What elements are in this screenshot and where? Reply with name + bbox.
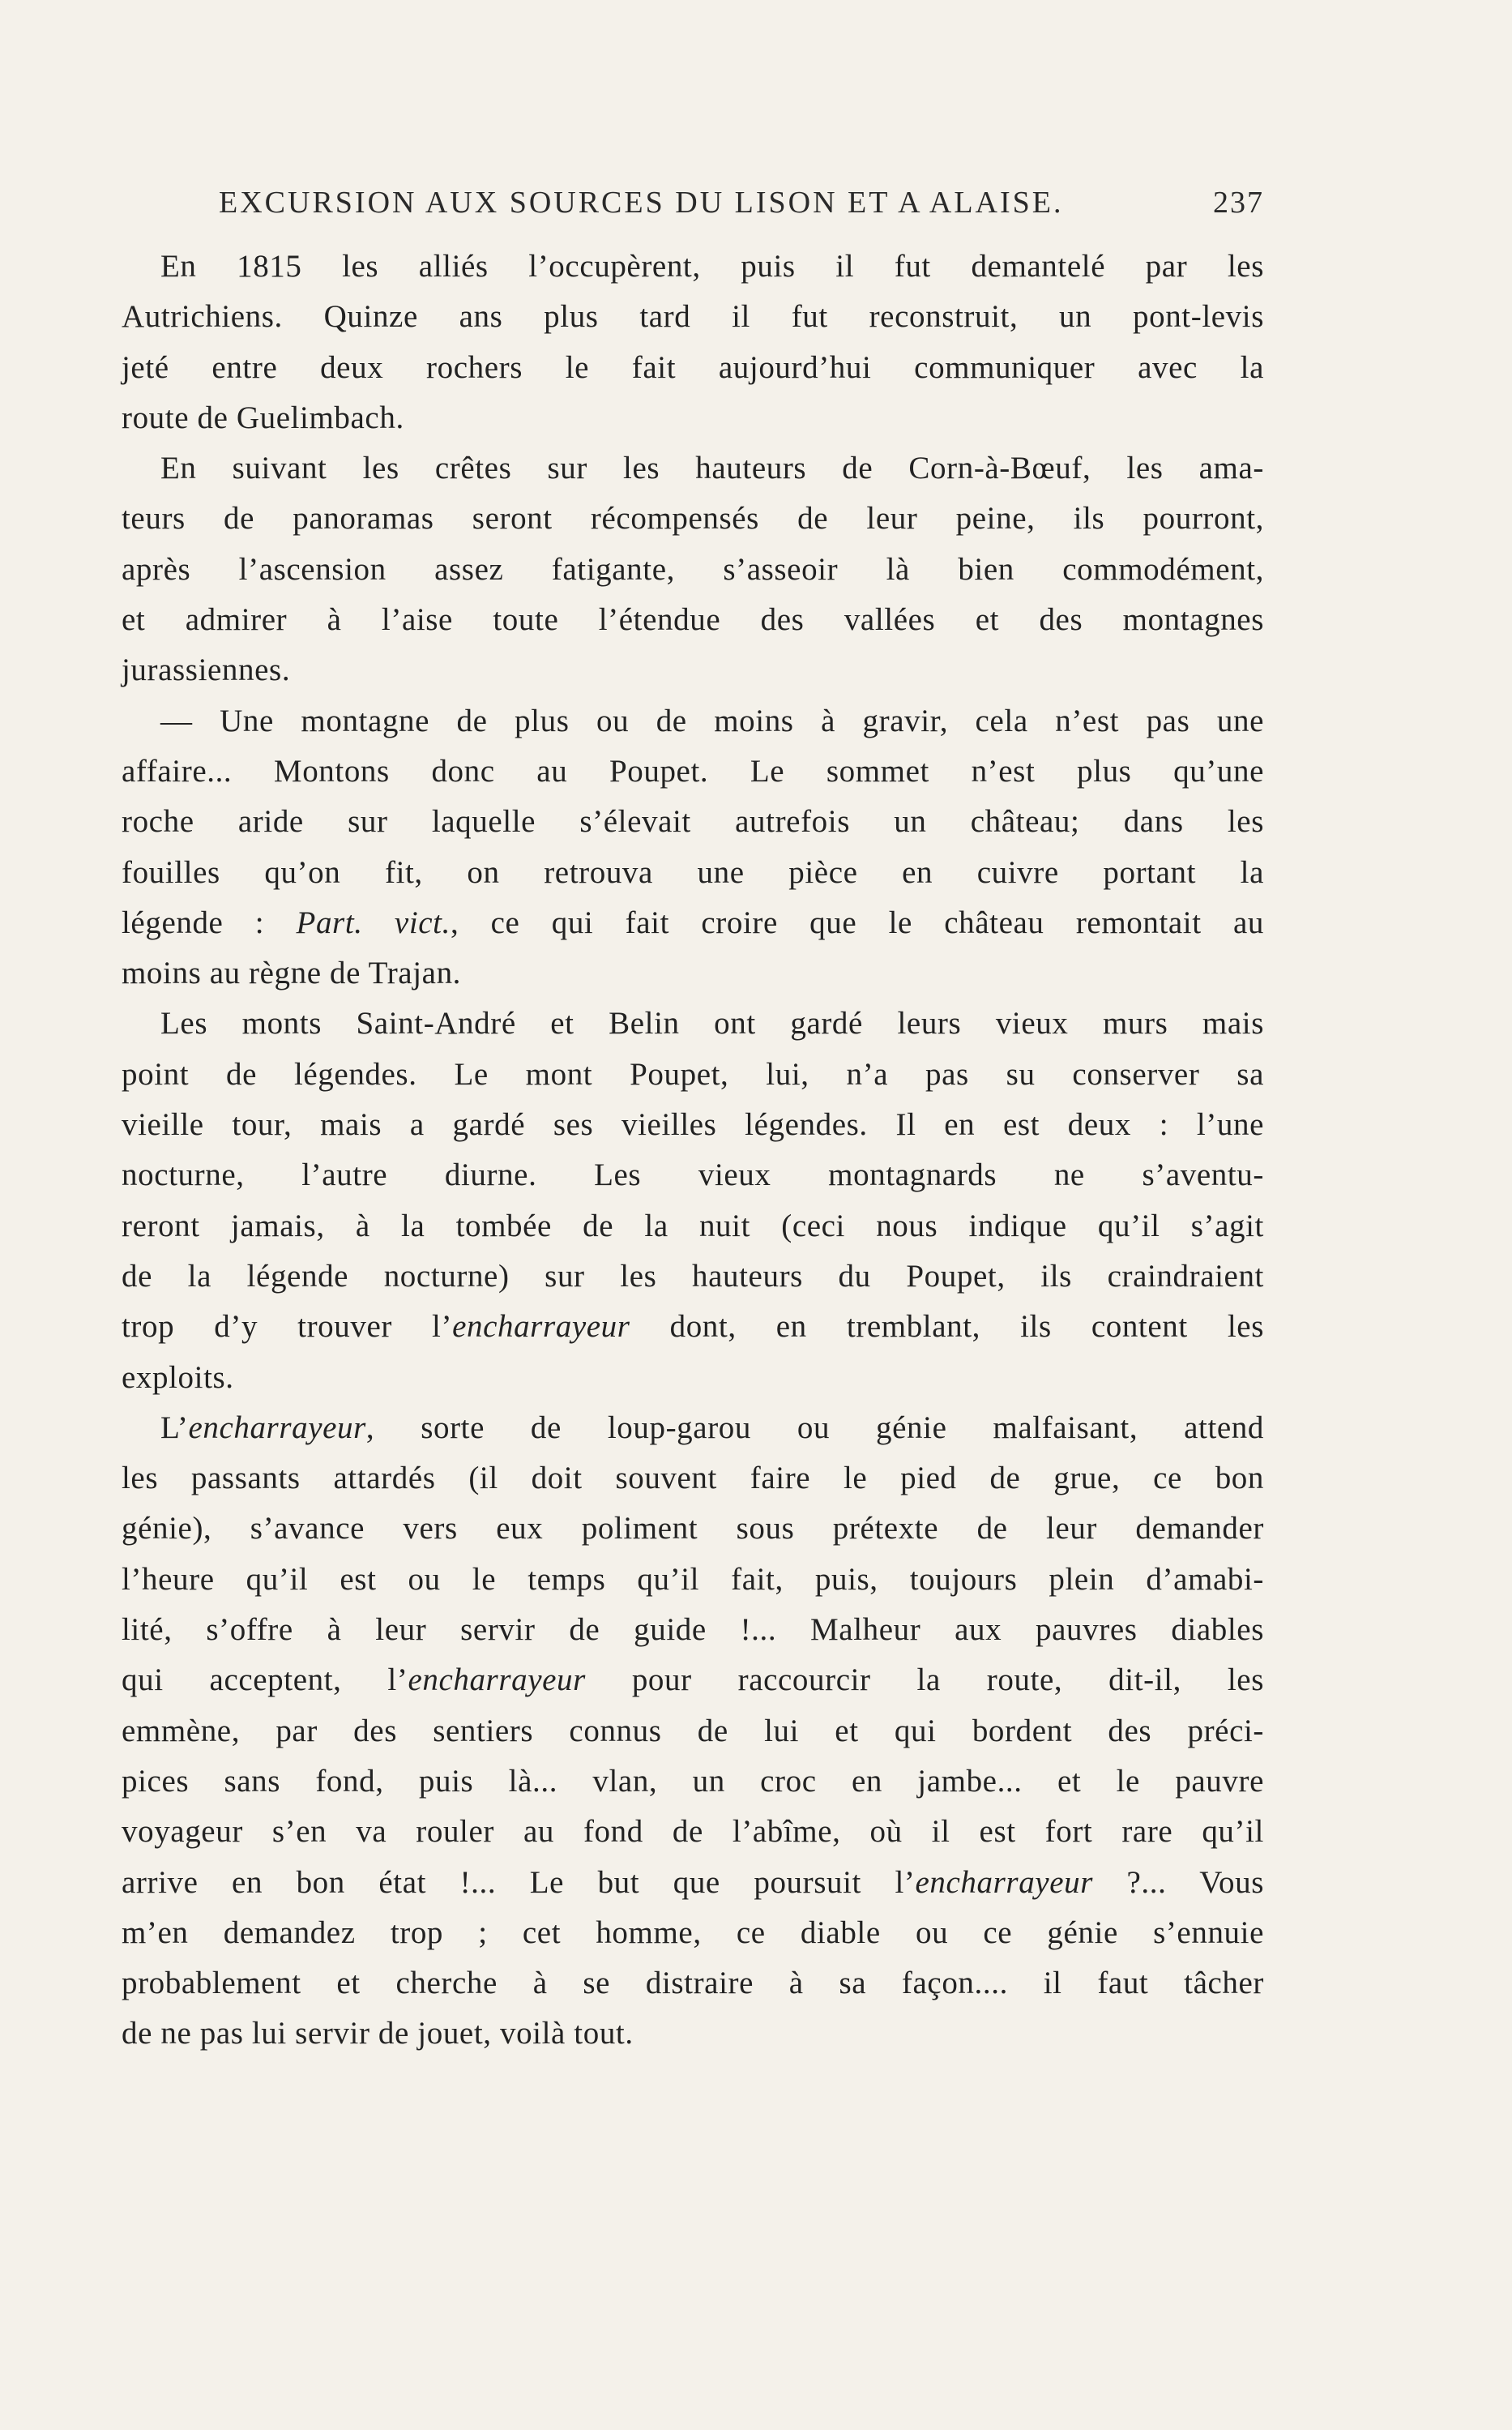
text-line: trop d’y trouver l’encharrayeur dont, en tremblant, ils content les: [122, 1309, 1264, 1345]
text-line: L’encharrayeur, sorte de loup-garou ou génie malfaisant, attend: [160, 1410, 1264, 1445]
text-line: après l’ascension assez fatigante, s’asseoir là bien commodément,: [122, 551, 1264, 587]
text-line: affaire... Montons donc au Poupet. Le sommet n’est plus qu’une: [122, 753, 1264, 789]
text-line: En suivant les crêtes sur les hauteurs de Corn-à-Bœuf, les ama-: [160, 451, 1264, 486]
text-line: — Une montagne de plus ou de moins à gravir, cela n’est pas une: [160, 703, 1264, 738]
text-line: légende : Part. vict., ce qui fait croire que le château remontait au: [122, 905, 1264, 940]
text-line: lité, s’offre à leur servir de guide !... Malheur aux pauvres diables: [122, 1612, 1264, 1648]
text-line: génie), s’avance vers eux poliment sous prétexte de leur demander: [122, 1511, 1264, 1547]
text-line: Autrichiens. Quinze ans plus tard il fut reconstruit, un pont-levis: [122, 299, 1264, 335]
italic-phrase: encharrayeur: [408, 1662, 586, 1698]
text-line: l’heure qu’il est ou le temps qu’il fait, puis, toujours plein d’amabi-: [122, 1561, 1264, 1597]
text-line: fouilles qu’on fit, on retrouva une pièce en cuivre portant la: [122, 854, 1264, 890]
text-line: de ne pas lui servir de jouet, voilà tout.: [122, 2016, 634, 2051]
text-line: emmène, par des sentiers connus de lui et qui bordent des préci-: [122, 1713, 1264, 1748]
text-line: nocturne, l’autre diurne. Les vieux montagnards ne s’aventu-: [122, 1157, 1264, 1193]
text-line: et admirer à l’aise toute l’étendue des vallées et des montagnes: [122, 602, 1264, 638]
running-header: [186, 185, 1264, 233]
italic-phrase: encharrayeur: [452, 1309, 630, 1345]
text-line: m’en demandez trop ; cet homme, ce diable ou ce génie s’ennuie: [122, 1914, 1264, 1950]
text-line: reront jamais, à la tombée de la nuit (ceci nous indique qu’il s’agit: [122, 1208, 1264, 1243]
text-line: les passants attardés (il doit souvent faire le pied de grue, ce bon: [122, 1461, 1264, 1496]
text-line: vieille tour, mais a gardé ses vieilles légendes. Il en est deux : l’une: [122, 1107, 1264, 1143]
text-line: pices sans fond, puis là... vlan, un croc en jambe... et le pauvre: [122, 1763, 1264, 1799]
text-line: jeté entre deux rochers le fait aujourd’hui communiquer avec la: [122, 349, 1264, 385]
text-line: En 1815 les alliés l’occupèrent, puis il fut demantelé par les: [160, 249, 1264, 284]
page-number: 237: [1213, 186, 1264, 220]
italic-phrase: Part. vict.: [296, 905, 451, 940]
text-line: route de Guelimbach.: [122, 400, 404, 435]
body-text: [122, 242, 1264, 2060]
text-line: teurs de panoramas seront récompensés de leur peine, ils pourront,: [122, 501, 1264, 537]
text-line: exploits.: [122, 1359, 234, 1395]
text-line: voyageur s’en va rouler au fond de l’abîme, où il est fort rare qu’il: [122, 1814, 1264, 1850]
italic-phrase: encharrayeur: [915, 1864, 1093, 1900]
running-title: EXCURSION AUX SOURCES DU LISON ET A ALAISE.: [219, 186, 1064, 220]
text-line: probablement et cherche à se distraire à sa façon.... il faut tâcher: [122, 1966, 1264, 2001]
text-line: jurassiennes.: [122, 652, 291, 688]
italic-phrase: encharrayeur: [188, 1410, 366, 1445]
text-line: point de légendes. Le mont Poupet, lui, n’a pas su conserver sa: [122, 1056, 1264, 1092]
text-line: Les monts Saint-André et Belin ont gardé leurs vieux murs mais: [160, 1006, 1264, 1042]
text-line: arrive en bon état !... Le but que poursuit l’encharrayeur ?... Vous: [122, 1864, 1264, 1900]
text-line: qui acceptent, l’encharrayeur pour raccourcir la route, dit-il, les: [122, 1662, 1264, 1698]
text-line: roche aride sur laquelle s’élevait autrefois un château; dans les: [122, 804, 1264, 840]
text-line: moins au règne de Trajan.: [122, 956, 462, 991]
text-line: de la légende nocturne) sur les hauteurs du Poupet, ils craindraient: [122, 1258, 1264, 1294]
